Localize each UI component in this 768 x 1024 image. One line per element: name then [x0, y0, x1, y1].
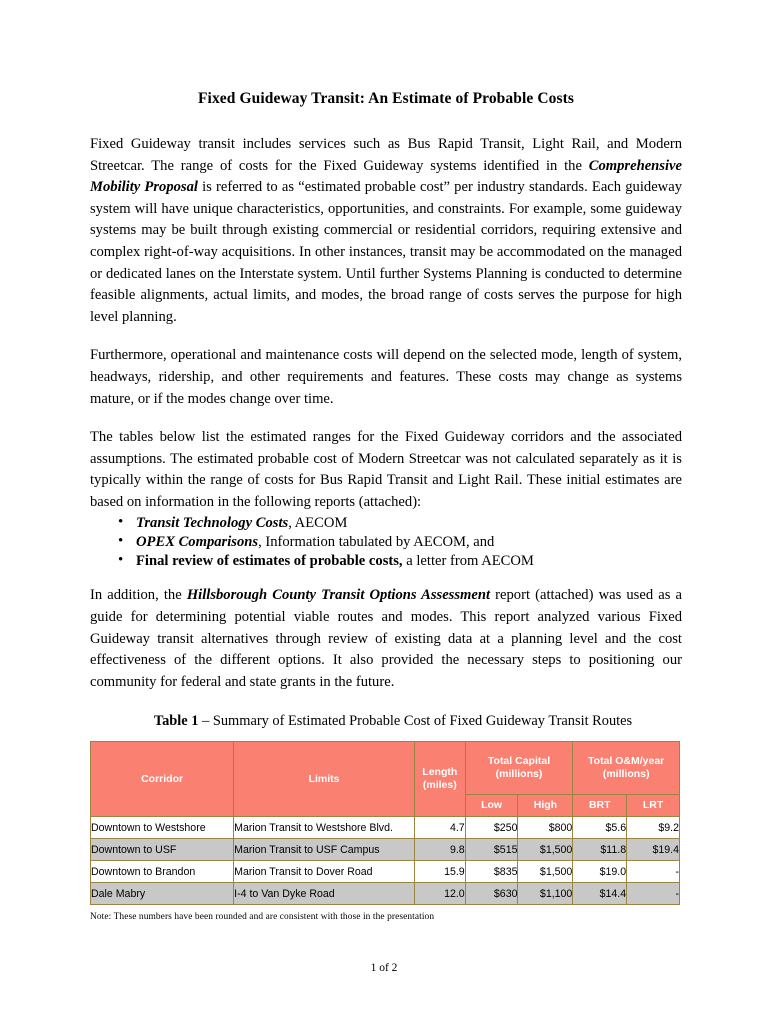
cell-om-lrt: - — [627, 883, 680, 905]
document-body — [90, 0, 682, 922]
cell-om-lrt: $19.4 — [627, 839, 680, 861]
table-row — [91, 861, 680, 883]
report-source-1: , Information tabulated by AECOM, and — [258, 533, 495, 550]
table-number: Table 1 — [153, 713, 199, 730]
column-header-limits: Limits — [234, 742, 415, 817]
column-header-brt: BRT — [573, 795, 627, 817]
cell-om-brt: $11.8 — [573, 839, 627, 861]
column-header-length — [414, 742, 465, 817]
table-note: Note: These numbers have been rounded and are consistent with those in the presentation — [90, 912, 435, 923]
bullet-icon: • — [118, 552, 124, 569]
column-header-om-line2: (millions) — [602, 768, 650, 781]
column-header-corridor: Corridor — [91, 742, 234, 817]
report-title-transit-technology-costs: Transit Technology Costs — [136, 514, 289, 531]
paragraph-transit-options-assessment — [90, 585, 682, 693]
cell-length: 12.0 — [414, 883, 465, 905]
table-header-row-primary — [91, 742, 680, 795]
cell-length: 9.8 — [414, 839, 465, 861]
column-header-capital-line1: Total Capital — [487, 755, 551, 768]
page-title: Fixed Guideway Transit: An Estimate of Probable Costs — [197, 90, 575, 107]
report-title-final-review: Final review of estimates of probable costs, — [136, 553, 403, 570]
cell-limits: Marion Transit to Westshore Blvd. — [234, 817, 415, 839]
reports-list — [90, 514, 682, 572]
table-caption — [90, 713, 682, 730]
cell-capital-low: $630 — [465, 883, 518, 905]
cell-corridor: Dale Mabry — [91, 883, 234, 905]
bullet-icon: • — [118, 532, 124, 549]
list-item — [90, 514, 682, 533]
table-header — [91, 742, 680, 817]
report-source-2: a letter from AECOM — [402, 553, 534, 570]
paragraph-assessment-part2: report (attached) was used as a guide for determining potential viable routes and modes. This report analyzed various Fixed Guideway transit alternatives through review of existing data at a planning level and the cost effectiveness of the different options. It also provided the necessary steps to positioning our community for federal and state grants in the future. — [90, 587, 682, 690]
cell-limits: I-4 to Van Dyke Road — [234, 883, 415, 905]
cell-om-brt: $19.0 — [573, 861, 627, 883]
paragraph-assessment-part1: In addition, the — [90, 587, 187, 604]
list-item — [90, 552, 682, 571]
list-item — [90, 533, 682, 552]
bullet-icon: • — [118, 513, 124, 530]
cell-capital-high: $1,500 — [518, 839, 573, 861]
cell-om-lrt: $9.2 — [627, 817, 680, 839]
cell-om-brt: $14.4 — [573, 883, 627, 905]
column-header-low: Low — [465, 795, 518, 817]
cell-corridor: Downtown to Brandon — [91, 861, 234, 883]
page-footer — [0, 962, 768, 974]
column-header-length-line1: Length — [422, 766, 458, 779]
column-header-capital-line2: (millions) — [495, 768, 543, 781]
cell-corridor: Downtown to USF — [91, 839, 234, 861]
cell-om-brt: $5.6 — [573, 817, 627, 839]
cost-summary-table — [90, 741, 680, 905]
column-header-total-capital — [465, 742, 573, 795]
table-caption-text: – Summary of Estimated Probable Cost of Fixed Guideway Transit Routes — [198, 713, 633, 730]
page-number: 1 of 2 — [370, 962, 398, 974]
cell-capital-high: $800 — [518, 817, 573, 839]
emphasis-comprehensive-mobility-proposal: Comprehensive Mobility Proposal — [90, 157, 682, 196]
cell-length: 15.9 — [414, 861, 465, 883]
paragraph-intro-part1: Fixed Guideway transit includes services such as Bus Rapid Transit, Light Rail, and Modern Streetcar. The range of costs for the Fixed Guideway systems identified in the — [90, 136, 682, 174]
paragraph-intro — [90, 134, 682, 328]
cell-limits: Marion Transit to Dover Road — [234, 861, 415, 883]
cell-capital-low: $515 — [465, 839, 518, 861]
table-body — [91, 817, 680, 905]
paragraph-operational-costs: Furthermore, operational and maintenance costs will depend on the selected mode, length of system, headways, ridership, and other requirements and features. These costs may change as systems mature, or if the modes change over time. — [90, 347, 682, 407]
cell-capital-low: $250 — [465, 817, 518, 839]
table-row — [91, 817, 680, 839]
cell-limits: Marion Transit to USF Campus — [234, 839, 415, 861]
report-title-opex-comparisons: OPEX Comparisons — [136, 533, 259, 550]
paragraph-tables-intro: The tables below list the estimated ranges for the Fixed Guideway corridors and the associated assumptions. The estimated probable cost of Modern Streetcar was not calculated separately as it is typically within the range of costs for Bus Rapid Transit and Light Rail. These initial estimates are based on information in the following reports (attached): — [90, 429, 682, 510]
column-header-total-om-year — [573, 742, 680, 795]
cell-capital-high: $1,100 — [518, 883, 573, 905]
column-header-length-line2: (miles) — [422, 779, 457, 792]
cell-length: 4.7 — [414, 817, 465, 839]
cell-capital-low: $835 — [465, 861, 518, 883]
column-header-om-line1: Total O&M/year — [588, 755, 665, 768]
column-header-lrt: LRT — [627, 795, 680, 817]
column-header-high: High — [518, 795, 573, 817]
table-row — [91, 839, 680, 861]
cell-corridor: Downtown to Westshore — [91, 817, 234, 839]
cell-capital-high: $1,500 — [518, 861, 573, 883]
paragraph-intro-part2: is referred to as “estimated probable cost” per industry standards. Each guideway system will have unique characteristics, opportunities, and constraints. For example, some guideway systems may be built through existing commercial or residential corridors, requiring extensive and complex right-of-way acquisitions. In other instances, transit may be accommodated on the managed or dedicated lanes on the Interstate system. Until further Systems Planning is conducted to determine feasible alignments, actual limits, and modes, the broad range of costs serves the purpose for high level planning. — [90, 179, 682, 325]
report-source-0: , AECOM — [288, 514, 348, 531]
emphasis-hillsborough-county-transit-options-assessment: Hillsborough County Transit Options Assessment — [186, 587, 491, 604]
table-row — [91, 883, 680, 905]
cell-om-lrt: - — [627, 861, 680, 883]
